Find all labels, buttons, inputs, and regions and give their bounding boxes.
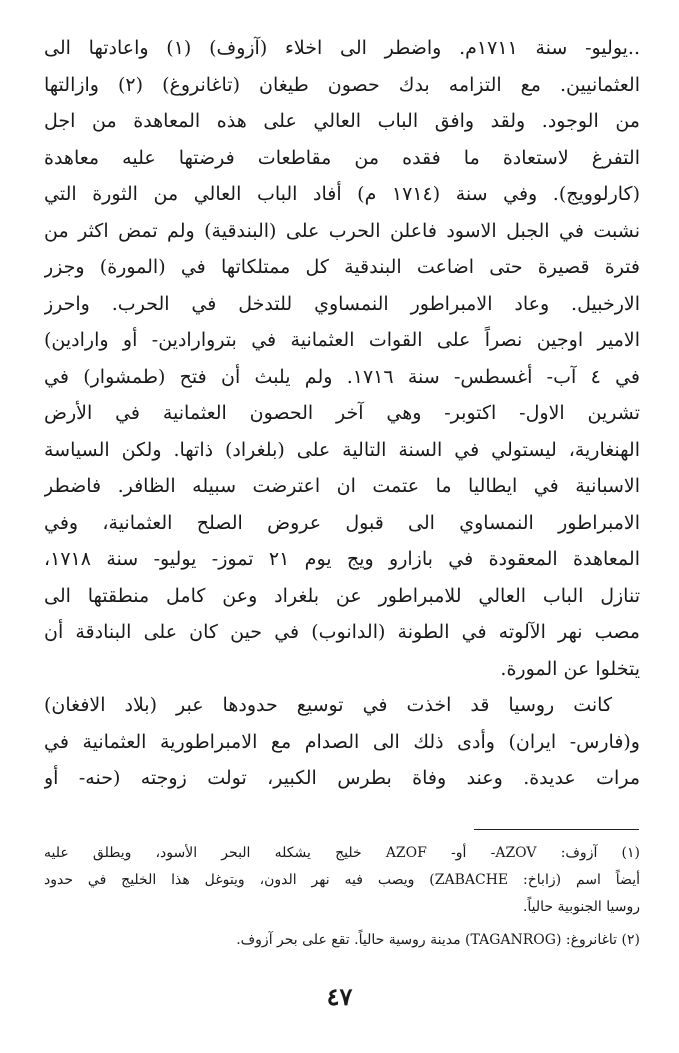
- text-line: في ٤ آب- أغسطس- سنة ١٧١٦. ولم يلبث أن فتح (طمشوار) في: [44, 365, 640, 388]
- text-line: الامير اوجين نصراً على القوات العثمانية في بتروارادين- أو وارادين): [44, 329, 640, 351]
- text-line: و(فارس- ايران) وأدى ذلك الى الصدام مع الامبراطورية العثمانية في: [44, 730, 640, 753]
- text-line: الامبراطور النمساوي الى قبول عروض الصلح العثمانية، وفي: [44, 511, 640, 534]
- text-line: نشبت في الجبل الاسود فاعلن الحرب على (البندقية) ولم تمض اكثر من: [44, 219, 640, 242]
- footnote-1-line: (١) آزوف: AZOV- أو- AZOF خليج يشكله البحر الأسود، ويطلق عليه: [44, 845, 640, 861]
- text-line: من الوجود. ولقد وافق الباب العالي على هذه المعاهدة من اجل: [44, 110, 640, 132]
- footnote-1-line: أيضاً اسم (زاباخ: ZABACHE) ويصب فيه نهر الدون، ويتوغل هذا الخليج في حدود: [44, 872, 640, 888]
- text-line: تشرين الاول- اكتوبر- وهي آخر الحصون العثمانية في الأرض: [44, 402, 640, 424]
- text-line: المعاهدة المعقودة في بازارو ويج يوم ٢١ تموز- يوليو- سنة ١٧١٨،: [44, 548, 640, 570]
- text-line: الارخبيل. وعاد الامبراطور النمساوي للتدخل في الحرب. واحرز: [44, 292, 640, 315]
- paragraph-start-line: كانت روسيا قد اخذت في توسيع حدودها عبر (بلاد الافغان): [44, 694, 612, 716]
- footnote-2: (٢) تاغانروغ: (TAGANROG) مدينة روسية حالياً. تقع على بحر آزوف.: [236, 932, 640, 948]
- text-line: فترة قصيرة حتى اضاعت البندقية كل ممتلكاتها في (المورة) وجزر: [44, 256, 640, 278]
- footnote-divider: [474, 829, 639, 830]
- footnotes: [44, 840, 640, 954]
- text-line: تنازل الباب العالي للامبراطور عن بلغراد وعن كامل منطقتها الى: [44, 584, 640, 607]
- text-line: الاسبانية في ايطاليا ما عتمت ان اعترضت سبيله الظافر. فاضطر: [44, 475, 640, 497]
- body-text: [44, 30, 640, 797]
- text-line: التفرغ لاستعادة ما فقده من مقاطعات فرضتها عليه معاهدة: [44, 146, 640, 169]
- footnote-1-line: روسيا الجنوبية حالياً.: [522, 899, 640, 915]
- text-line: مصب نهر الآلوته في الطونة (الدانوب) في حين كان على البنادقة أن: [44, 621, 640, 643]
- text-line: مرات عديدة. وعند وفاة بطرس الكبير، تولت زوجته (حنه- أو: [44, 767, 640, 789]
- text-line: العثمانيين. مع التزامه بدك حصون طيغان (تاغانروغ) (٢) وازالتها: [44, 73, 640, 96]
- text-line: (كارلوويج). وفي سنة (١٧١٤ م) أفاد الباب العالي من الثورة التي: [44, 183, 640, 205]
- text-line: الهنغارية، ليستولي في السنة التالية على (بلغراد) ذاتها. ولكن السياسة: [44, 438, 640, 461]
- page-number: ٤٧: [326, 982, 353, 1011]
- text-line: ..يوليو- سنة ١٧١١م. واضطر الى اخلاء (آزوف) (١) واعادتها الى: [44, 37, 640, 59]
- paragraph-end-line: يتخلوا عن المورة.: [500, 657, 640, 680]
